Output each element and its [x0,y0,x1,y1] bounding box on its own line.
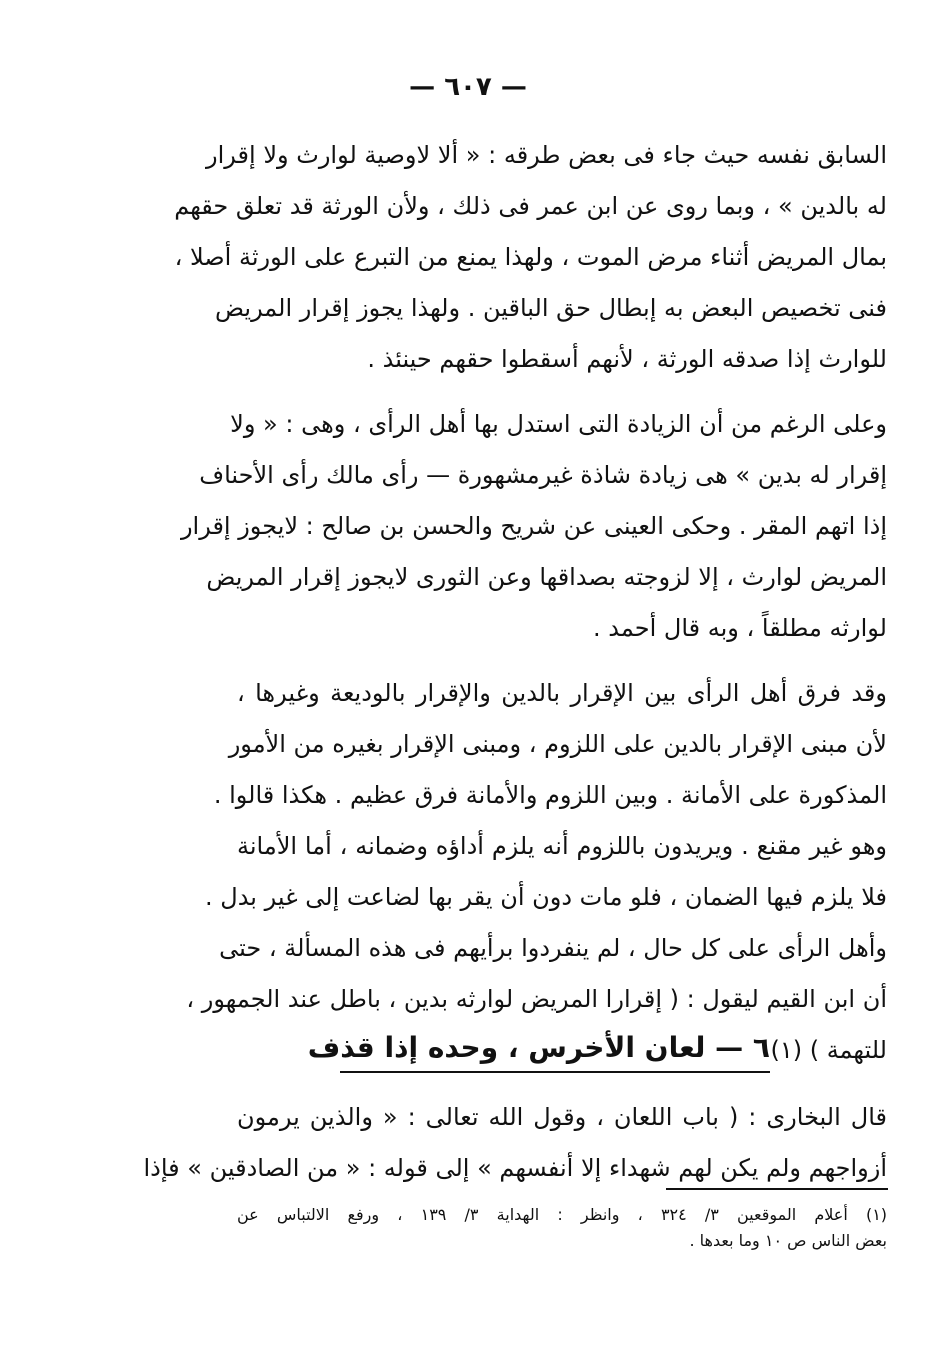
section-text [143,1092,887,1194]
text-line: بمال المريض أثناء مرض الموت ، ولهذا يمنع من التبرع على الورثة أصلا ، [174,243,887,271]
text-line: أزواجهم ولم يكن لهم شهداء إلا أنفسهم » إلى قوله : « من الصادقين » فإذا [143,1154,887,1182]
text-line: أن ابن القيم ليقول : ( إقرارا المريض لوارثه بدين ، باطل عند الجمهور ، [186,985,887,1013]
paragraph [174,130,887,385]
footnote-divider [666,1188,888,1190]
text-line: وهو غير مقنع . ويريدون باللزوم أنه يلزم أداؤه وضمانه ، أما الأمانة [237,832,887,860]
page-number: — ٦٠٧ — [409,72,527,102]
text-line: للتهمة ) (١) [770,1036,887,1064]
text-line: فنى تخصيص البعض به إبطال حق الباقين . ولهذا يجوز إقرار المريض [214,294,887,322]
text-line: للوارث إذا صدقه الورثة ، لأنهم أسقطوا حقهم حينئذ . [367,345,887,373]
text-line: إقرار له بدين » هى زيادة شاذة غيرمشهورة — رأى مالك رأى الأحناف [199,461,887,489]
text-line: قال البخارى : ( باب اللعان ، وقول الله تعالى : « والذين يرمون [237,1103,887,1131]
footnotes [237,1202,887,1254]
footnote-line: (١) أعلام الموقعين ٣/ ٣٢٤ ، وانظر : الهداية ٣/ ١٣٩ ، ورفع الالتباس عن [237,1205,888,1224]
text-line: وقد فرق أهل الرأى بين الإقرار بالدين والإقرار بالوديعة وغيرها ، [237,679,887,707]
paragraph [180,399,887,654]
text-line: المذكورة على الأمانة . وبين اللزوم والأمانة فرق عظيم . هكذا قالوا . [213,781,887,809]
text-line: وعلى الرغم من أن الزيادة التى استدل بها أهل الرأى ، وهى : « ولا [230,410,887,438]
main-text [174,130,887,1076]
text-line: لأن مبنى الإقرار بالدين على اللزوم ، ومبنى الإقرار بغيره من الأمور [228,730,887,758]
text-line: السابق نفسه حيث جاء فى بعض طرقه : « ألا لاوصية لوارث ولا إقرار [206,141,887,169]
section-heading: ٦ — لعان الأخرس ، وحده إذا قذف [340,1025,770,1073]
paragraph [205,668,887,923]
text-line: لوارثه مطلقاً ، وبه قال أحمد . [593,614,887,642]
text-line: إذا اتهم المقر . وحكى العينى عن شريح والحسن بن صالح : لايجوز إقرار [180,512,887,540]
text-line: فلا يلزم فيها الضمان ، فلو مات دون أن يقر بها لضاعت إلى غير بدل . [205,883,887,911]
text-line: وأهل الرأى على كل حال ، لم ينفردوا برأيهم فى هذه المسألة ، حتى [219,934,887,962]
text-line: له بالدين » ، وبما روى عن ابن عمر فى ذلك ، ولأن الورثة قد تعلق حقهم [174,192,887,220]
text-line: المريض لوارث ، إلا لزوجته بصداقها وعن الثورى لايجوز إقرار المريض [206,563,887,591]
footnote-line: بعض الناس ص ١٠ وما بعدها . [689,1231,887,1250]
